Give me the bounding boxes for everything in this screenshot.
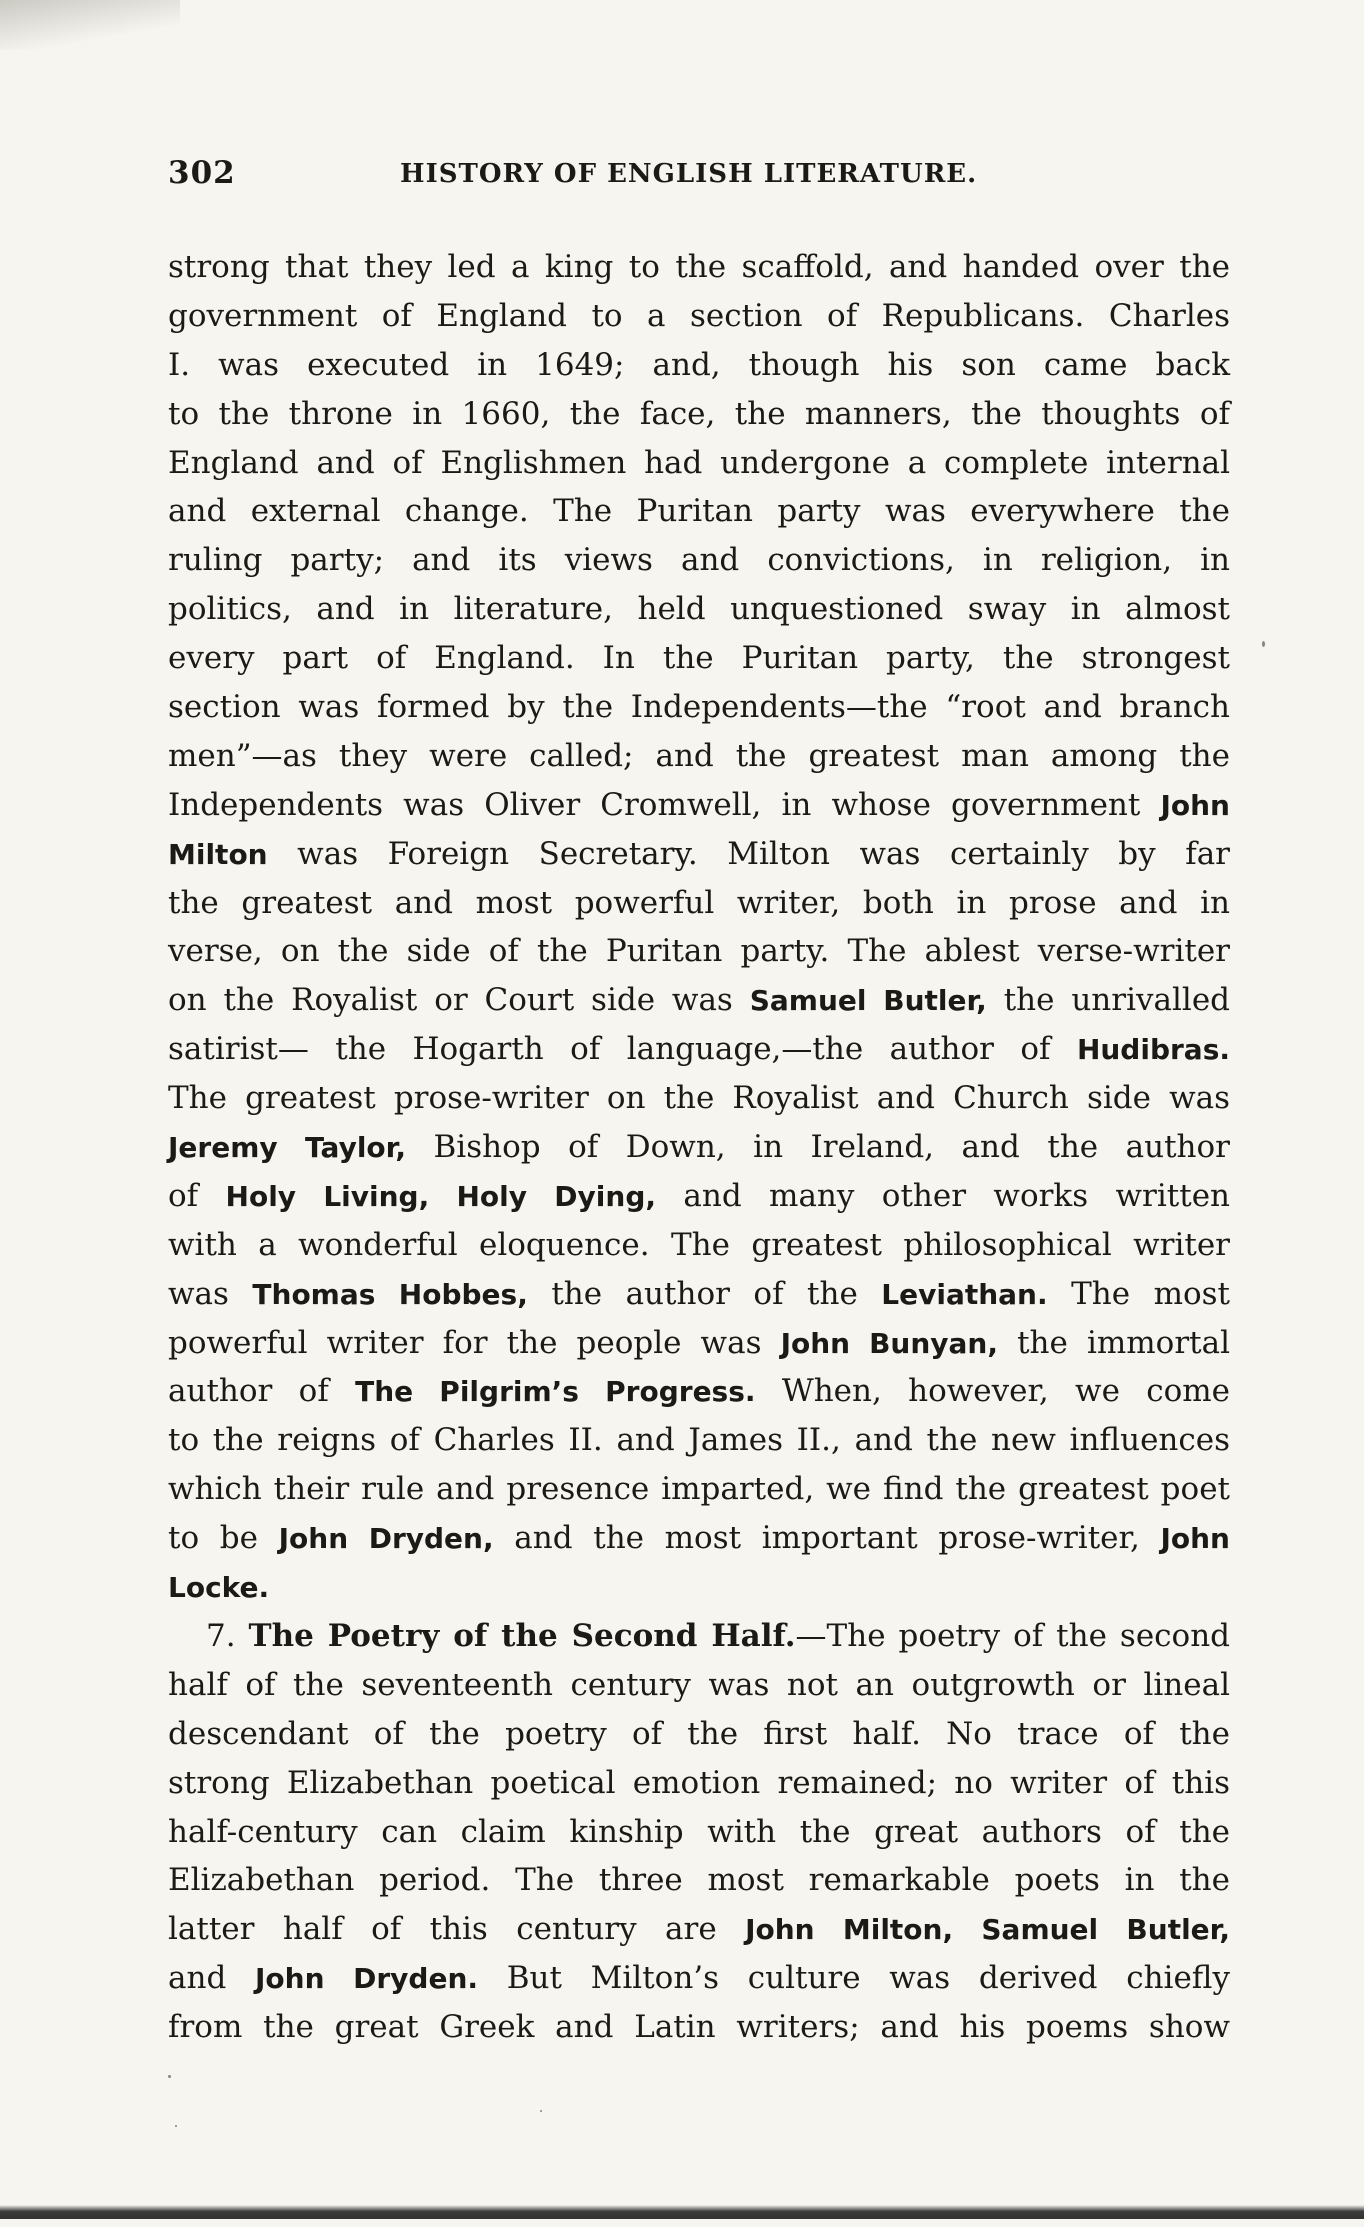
text-line: England and of Englishmen had undergone a complete internal [168,444,1230,481]
text-line: strong Elizabethan poetical emotion remained; no writer of this [168,1764,1230,1801]
text-line: from the great Greek and Latin writers; and his poems show [168,2009,1230,2046]
text-line: descendant of the poetry of the first half. No trace of the [168,1715,1230,1752]
text-line: Milton was Foreign Secretary. Milton was certainly by far [168,835,1230,872]
section-heading-line: 7. The Poetry of the Second Half.—The poetry of the second [206,1617,1231,1654]
body-text [168,243,1230,2052]
text-line: politics, and in literature, held unquestioned sway in almost [168,591,1230,628]
bold-name: John Dryden. [255,1962,479,1996]
bold-name: John Dryden, [278,1522,494,1556]
text-line: and John Dryden. But Milton’s culture was derived chiefly [168,1960,1230,1997]
scan-bottom-edge [0,2205,1364,2219]
ink-speck [175,2125,177,2127]
text-line: to the throne in 1660, the face, the manners, the thoughts of [168,395,1230,432]
running-title: HISTORY OF ENGLISH LITERATURE. [400,159,978,189]
ink-speck [1262,641,1265,647]
text-line: Elizabethan period. The three most remarkable poets in the [168,1862,1230,1899]
text-line: half-century can claim kinship with the great authors of the [168,1813,1230,1850]
text-line: of Holy Living, Holy Dying, and many other works written [168,1177,1231,1214]
bold-name: Locke. [168,1571,270,1605]
text-line: satirist— the Hogarth of language,—the author of Hudibras. [168,1031,1230,1068]
text-line: author of The Pilgrim’s Progress. When, however, we come [168,1373,1230,1410]
bold-name: John [1160,1522,1230,1556]
text-line: government of England to a section of Republicans. Charles [168,297,1230,334]
ink-speck [168,2075,171,2078]
bold-title: Hudibras. [1076,1033,1230,1067]
text-line: to be John Dryden, and the most important prose-writer, John [168,1520,1230,1557]
text-line: men”—as they were called; and the greatest man among the [168,737,1230,774]
text-line: latter half of this century are John Milton, Samuel Butler, [168,1911,1230,1948]
bold-title: Holy Living, Holy Dying, [225,1179,656,1213]
scan-edge-shadow [0,0,180,50]
text-line: strong that they led a king to the scaffold, and handed over the [168,249,1230,285]
text-line: Independents was Oliver Cromwell, in whose government John [168,786,1230,823]
bold-name: Samuel Butler, [749,984,987,1018]
text-line: Jeremy Taylor, Bishop of Down, in Ireland, and the author [168,1129,1231,1166]
bold-title: The Pilgrim’s Progress. [355,1375,756,1409]
text-line: on the Royalist or Court side was Samuel Butler, the unrivalled [168,982,1231,1019]
text-line: ruling party; and its views and convictions, in religion, in [168,542,1230,579]
text-line: every part of England. In the Puritan party, the strongest [168,640,1230,677]
bold-name: Thomas Hobbes, [252,1277,528,1311]
bold-name: John Milton, Samuel Butler, [745,1913,1230,1947]
bold-name: Jeremy Taylor, [168,1131,406,1165]
text-line: was Thomas Hobbes, the author of the Leviathan. The most [168,1275,1230,1312]
text-line: section was formed by the Independents—the “root and branch [168,689,1230,726]
text-line: I. was executed in 1649; and, though his son came back [168,346,1230,383]
bold-title: Leviathan. [881,1277,1048,1311]
page-header [168,155,1230,195]
text-line: and external change. The Puritan party was everywhere the [168,493,1230,530]
text-line: to the reigns of Charles II. and James II., and the new influences [168,1422,1230,1459]
text-line: which their rule and presence imparted, we find the greatest poet [168,1471,1230,1508]
bold-name: John [1160,788,1230,822]
text-line: with a wonderful eloquence. The greatest philosophical writer [168,1226,1230,1263]
text-line: the greatest and most powerful writer, both in prose and in [168,884,1230,921]
text-line: half of the seventeenth century was not an outgrowth or lineal [168,1666,1230,1703]
bold-name: John Bunyan, [780,1326,999,1360]
text-line [168,1563,1230,1612]
section-heading: The Poetry of the Second Half. [248,1617,796,1654]
text-line: The greatest prose-writer on the Royalist and Church side was [168,1080,1230,1117]
bold-name: Milton [168,837,268,871]
page-number: 302 [168,155,236,191]
ink-speck [540,2110,542,2112]
text-line: verse, on the side of the Puritan party. The ablest verse-writer [168,933,1230,970]
text-line: powerful writer for the people was John Bunyan, the immortal [168,1324,1230,1361]
